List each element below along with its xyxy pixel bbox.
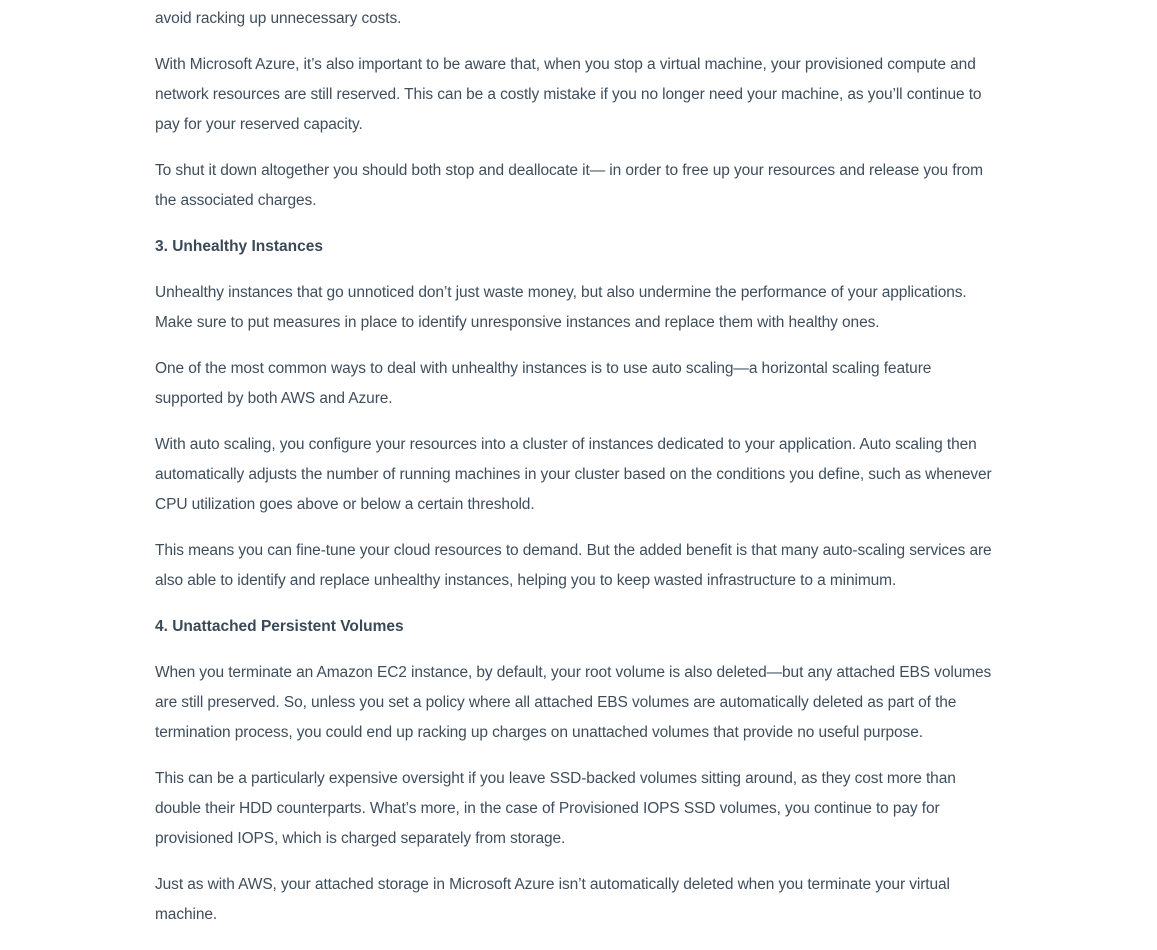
paragraph-azure-storage: Just as with AWS, your attached storage in Microsoft Azure isn’t automatically deleted when you terminate your virtual machine. [155, 876, 950, 923]
paragraph-auto-scaling: One of the most common ways to deal with unhealthy instances is to use auto scaling—a horizontal scaling feature supported by both AWS and Azure. [155, 360, 932, 407]
paragraph-fine-tune: This means you can fine-tune your cloud resources to demand. But the added benefit is that many auto-scaling services are also able to identify and replace unhealthy instances, helping you to keep wasted infrastructure to a minimum. [155, 542, 992, 589]
article-body [155, 4, 1000, 946]
paragraph-unhealthy-intro: Unhealthy instances that go unnoticed don’t just waste money, but also undermine the performance of your applications. Make sure to put measures in place to identify unresponsive instances and replace them with healthy ones. [155, 284, 967, 331]
section-heading-unhealthy-instances: 3. Unhealthy Instances [155, 238, 323, 255]
paragraph-azure-stop-vm: With Microsoft Azure, it’s also important to be aware that, when you stop a virtual machine, your provisioned compute and network resources are still reserved. This can be a costly mistake if you no longer need your machine, as you’ll continue to pay for your reserved capacity. [155, 56, 982, 133]
paragraph-cost-avoidance: avoid racking up unnecessary costs. [155, 10, 402, 27]
paragraph-ec2-terminate: When you terminate an Amazon EC2 instance, by default, your root volume is also deleted—but any attached EBS volumes are still preserved. So, unless you set a policy where all attached EBS volumes are automatically deleted as part of the termination process, you could end up racking up charges on unattached volumes that provide no useful purpose. [155, 664, 992, 741]
paragraph-auto-scaling-cluster: With auto scaling, you configure your resources into a cluster of instances dedicated to your application. Auto scaling then automatically adjusts the number of running machines in your cluster based on the conditions you define, such as whenever CPU utilization goes above or below a certain threshold. [155, 436, 992, 513]
section-heading-unattached-volumes: 4. Unattached Persistent Volumes [155, 618, 404, 635]
paragraph-deallocate: To shut it down altogether you should both stop and deallocate it— in order to free up your resources and release you from the associated charges. [155, 162, 983, 209]
paragraph-ssd-oversight: This can be a particularly expensive oversight if you leave SSD-backed volumes sitting around, as they cost more than double their HDD counterparts. What’s more, in the case of Provisioned IOPS SSD volumes, you continue to pay for provisioned IOPS, which is charged separately from storage. [155, 770, 956, 847]
